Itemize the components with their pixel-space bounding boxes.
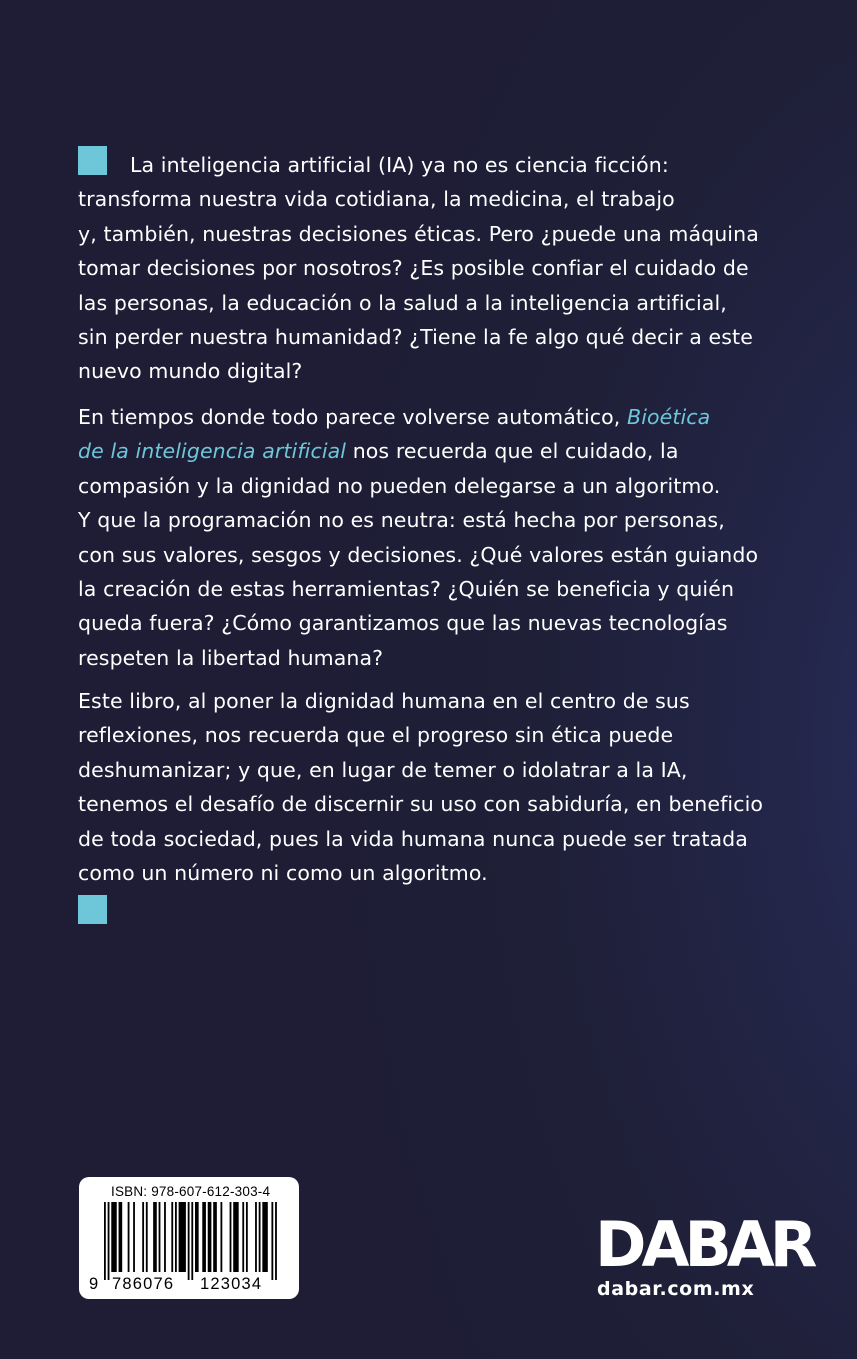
barcode-bar	[220, 1202, 222, 1272]
text-line	[78, 400, 798, 434]
barcode-bar	[275, 1202, 277, 1280]
barcode-bar	[159, 1202, 161, 1272]
text-line: compasión y la dignidad no pueden delegarse a un algoritmo.	[78, 473, 721, 498]
barcode-bar	[202, 1202, 206, 1272]
barcode-bar	[271, 1202, 273, 1280]
ean-left-digits: 786076	[112, 1275, 175, 1293]
barcode-bar	[191, 1202, 193, 1280]
barcode-bar	[213, 1202, 217, 1272]
isbn-text: ISBN: 978-607-612-303-4	[111, 1184, 271, 1199]
barcode-bar	[188, 1202, 190, 1280]
barcode-label	[79, 1177, 299, 1299]
text-line: tomar decisiones por nosotros? ¿Es posible confiar el cuidado de	[78, 256, 749, 281]
barcode-bar	[255, 1202, 257, 1272]
text-line: reflexiones, nos recuerda que el progreso sin ética puede	[78, 723, 674, 748]
ean-right-digits: 123034	[200, 1275, 263, 1293]
barcode-bar	[128, 1202, 130, 1272]
barcode-bar	[233, 1202, 238, 1272]
barcode-bar	[208, 1202, 212, 1272]
barcode-bar	[242, 1202, 244, 1272]
text-line: respeten la libertad humana?	[78, 645, 384, 670]
paragraph-book-summary	[78, 400, 798, 675]
text-line: Y que la programación no es neutra: está hecha por personas,	[78, 508, 725, 533]
text-line: La inteligencia artificial (IA) ya no es ciencia ficción:	[130, 153, 669, 177]
barcode-bar	[104, 1202, 106, 1280]
barcode-bar	[246, 1202, 248, 1272]
text-line: tenemos el desafío de discernir su uso con sabiduría, en beneficio	[78, 792, 764, 817]
barcode-bar	[164, 1202, 166, 1272]
text-line: Este libro, al poner la dignidad humana en el centro de sus	[78, 689, 690, 713]
barcode-bar	[108, 1202, 110, 1280]
text-line: deshumanizar; y que, en lugar de temer o idolatrar a la IA,	[78, 757, 688, 782]
text-line: de toda sociedad, pues la vida humana nunca puede ser tratada	[78, 826, 748, 851]
barcode-bar	[175, 1202, 177, 1272]
text-line: sin perder nuestra humanidad? ¿Tiene la fe algo qué decir a este	[78, 325, 753, 350]
barcode-bar	[262, 1202, 267, 1272]
text-segment: En tiempos donde todo parece volverse automático,	[78, 405, 628, 429]
barcode-bar	[195, 1202, 199, 1272]
barcode-bar	[259, 1202, 261, 1272]
publisher-website: dabar.com.mx	[597, 1278, 755, 1300]
text-segment: nos recuerda que el cuidado, la	[346, 439, 679, 464]
text-line: nuevo mundo digital?	[78, 359, 303, 384]
barcode-bar	[142, 1202, 144, 1272]
ean-first-digit: 9	[89, 1275, 100, 1293]
text-line: con sus valores, sesgos y decisiones. ¿Qué valores están guiando	[78, 542, 759, 567]
barcode-bar	[146, 1202, 148, 1272]
publisher-logo: DABAR	[595, 1208, 813, 1281]
barcode-bar	[119, 1202, 123, 1272]
book-title-part: de la inteligencia artificial	[78, 439, 347, 464]
barcode-bar	[179, 1202, 186, 1272]
barcode-bar	[230, 1202, 232, 1272]
paragraph-intro	[78, 148, 798, 389]
text-line: y, también, nuestras decisiones éticas. Pero ¿puede una máquina	[78, 221, 759, 246]
text-line	[78, 434, 798, 468]
barcode-bar	[111, 1202, 116, 1272]
text-line: queda fuera? ¿Cómo garantizamos que las nuevas tecnologías	[78, 611, 728, 636]
text-line: como un número ni como un algoritmo.	[78, 861, 488, 886]
barcode-bar	[171, 1202, 173, 1272]
accent-square-bottom	[78, 895, 107, 924]
paragraph-conclusion	[78, 684, 798, 890]
text-line: transforma nuestra vida cotidiana, la medicina, el trabajo	[78, 187, 675, 212]
text-line: las personas, la educación o la salud a la inteligencia artificial,	[78, 290, 727, 315]
text-line: la creación de estas herramientas? ¿Quién se beneficia y quién	[78, 577, 735, 602]
barcode-bar	[153, 1202, 157, 1272]
barcode-bar	[133, 1202, 135, 1272]
book-title-part: Bioética	[627, 405, 711, 429]
